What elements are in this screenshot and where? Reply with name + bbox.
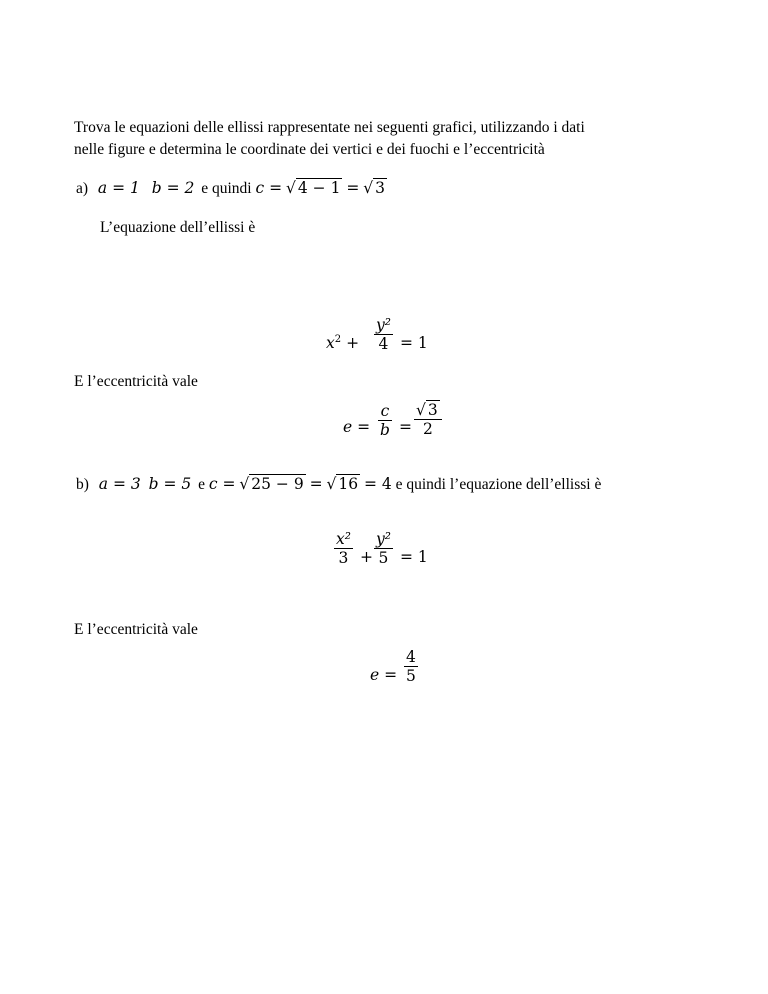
- part-a-ecc-num-2: √ 3: [416, 401, 438, 419]
- part-a-radicand-2: 3: [375, 179, 385, 197]
- part-a-y-num: y²: [376, 316, 391, 334]
- part-b-sqrt-1: √ 25 − 9: [239, 475, 304, 493]
- part-b-ecc-fraction: [404, 648, 418, 685]
- part-a-a-value: a = 1: [97, 179, 140, 197]
- part-b-sqrt-2: √ 16: [326, 475, 359, 493]
- part-b-ecc-num: 4: [406, 648, 416, 666]
- part-b-x-num: x²: [336, 530, 351, 548]
- part-b-rhs: = 1: [400, 548, 428, 566]
- part-a-ecc-den-2: 2: [422, 420, 433, 438]
- part-b-y-fraction: [374, 530, 393, 567]
- part-a-conjunction: e quindi: [201, 180, 252, 197]
- part-a-ecc-frac-2: [414, 400, 442, 438]
- part-b-conjunction: e: [198, 476, 206, 493]
- part-a-sqrt-1: √ 4 − 1: [285, 179, 341, 197]
- part-a-c-lhs: c =: [255, 179, 283, 197]
- part-a-equals: =: [346, 179, 360, 197]
- intro-line-2: nelle figure e determina le coordinate dei vertici e dei fuochi e l’eccentricità: [74, 141, 545, 158]
- part-a-ecc-intro: E l’eccentricità vale: [74, 373, 198, 390]
- part-a-ecc-num-1: c: [380, 402, 390, 420]
- part-b-b-value: b = 5: [148, 475, 192, 493]
- part-b-ecc-den: 5: [406, 667, 416, 685]
- part-b-x-den: 3: [338, 549, 349, 567]
- part-b-c-lhs: c =: [208, 475, 236, 493]
- part-b-tail: e quindi l’equazione dell’ellissi è: [395, 476, 602, 493]
- part-b-equals-1: =: [309, 475, 323, 493]
- part-b-plus: +: [360, 548, 373, 566]
- part-a-y-den: 4: [378, 335, 389, 353]
- part-b-y-den: 5: [378, 549, 389, 567]
- part-a-ecc-equals: =: [399, 418, 412, 436]
- part-a-x-term: x: [326, 334, 335, 352]
- part-b-x-fraction: [334, 530, 353, 567]
- part-a-x-exponent: 2: [334, 334, 342, 345]
- part-a-line: [76, 178, 387, 199]
- part-a-rhs: = 1: [400, 334, 428, 352]
- part-b-ecc-lhs: e =: [370, 666, 398, 684]
- part-a-b-value: b = 2: [151, 179, 195, 197]
- intro-line-1: Trova le equazioni delle ellissi rappresentate nei seguenti grafici, utilizzando i dati: [74, 119, 585, 136]
- part-b-ecc-intro: E l’eccentricità vale: [74, 621, 198, 638]
- part-b-y-num: y²: [376, 530, 391, 548]
- part-a-ellipse-lhs: [326, 334, 359, 352]
- part-a-radicand-1: 4 − 1: [297, 179, 341, 197]
- part-b-radicand-2: 16: [338, 475, 359, 493]
- part-a-y-fraction: [374, 316, 393, 353]
- part-a-equation-intro: L’equazione dell’ellissi è: [100, 219, 256, 236]
- part-a-label: a): [76, 180, 89, 197]
- part-a-plus: +: [346, 334, 360, 352]
- part-a-sqrt-2: √ 3: [363, 179, 385, 197]
- part-b-label: b): [76, 476, 89, 493]
- part-a-ecc-lhs: e =: [343, 418, 371, 436]
- part-b-equals-2: = 4: [363, 475, 392, 493]
- part-a-ecc-frac-1: [378, 402, 392, 439]
- part-a-ecc-den-1: b: [380, 421, 390, 439]
- part-b-line: [76, 474, 601, 495]
- part-b-a-value: a = 3: [98, 475, 141, 493]
- part-b-radicand-1: 25 − 9: [251, 475, 304, 493]
